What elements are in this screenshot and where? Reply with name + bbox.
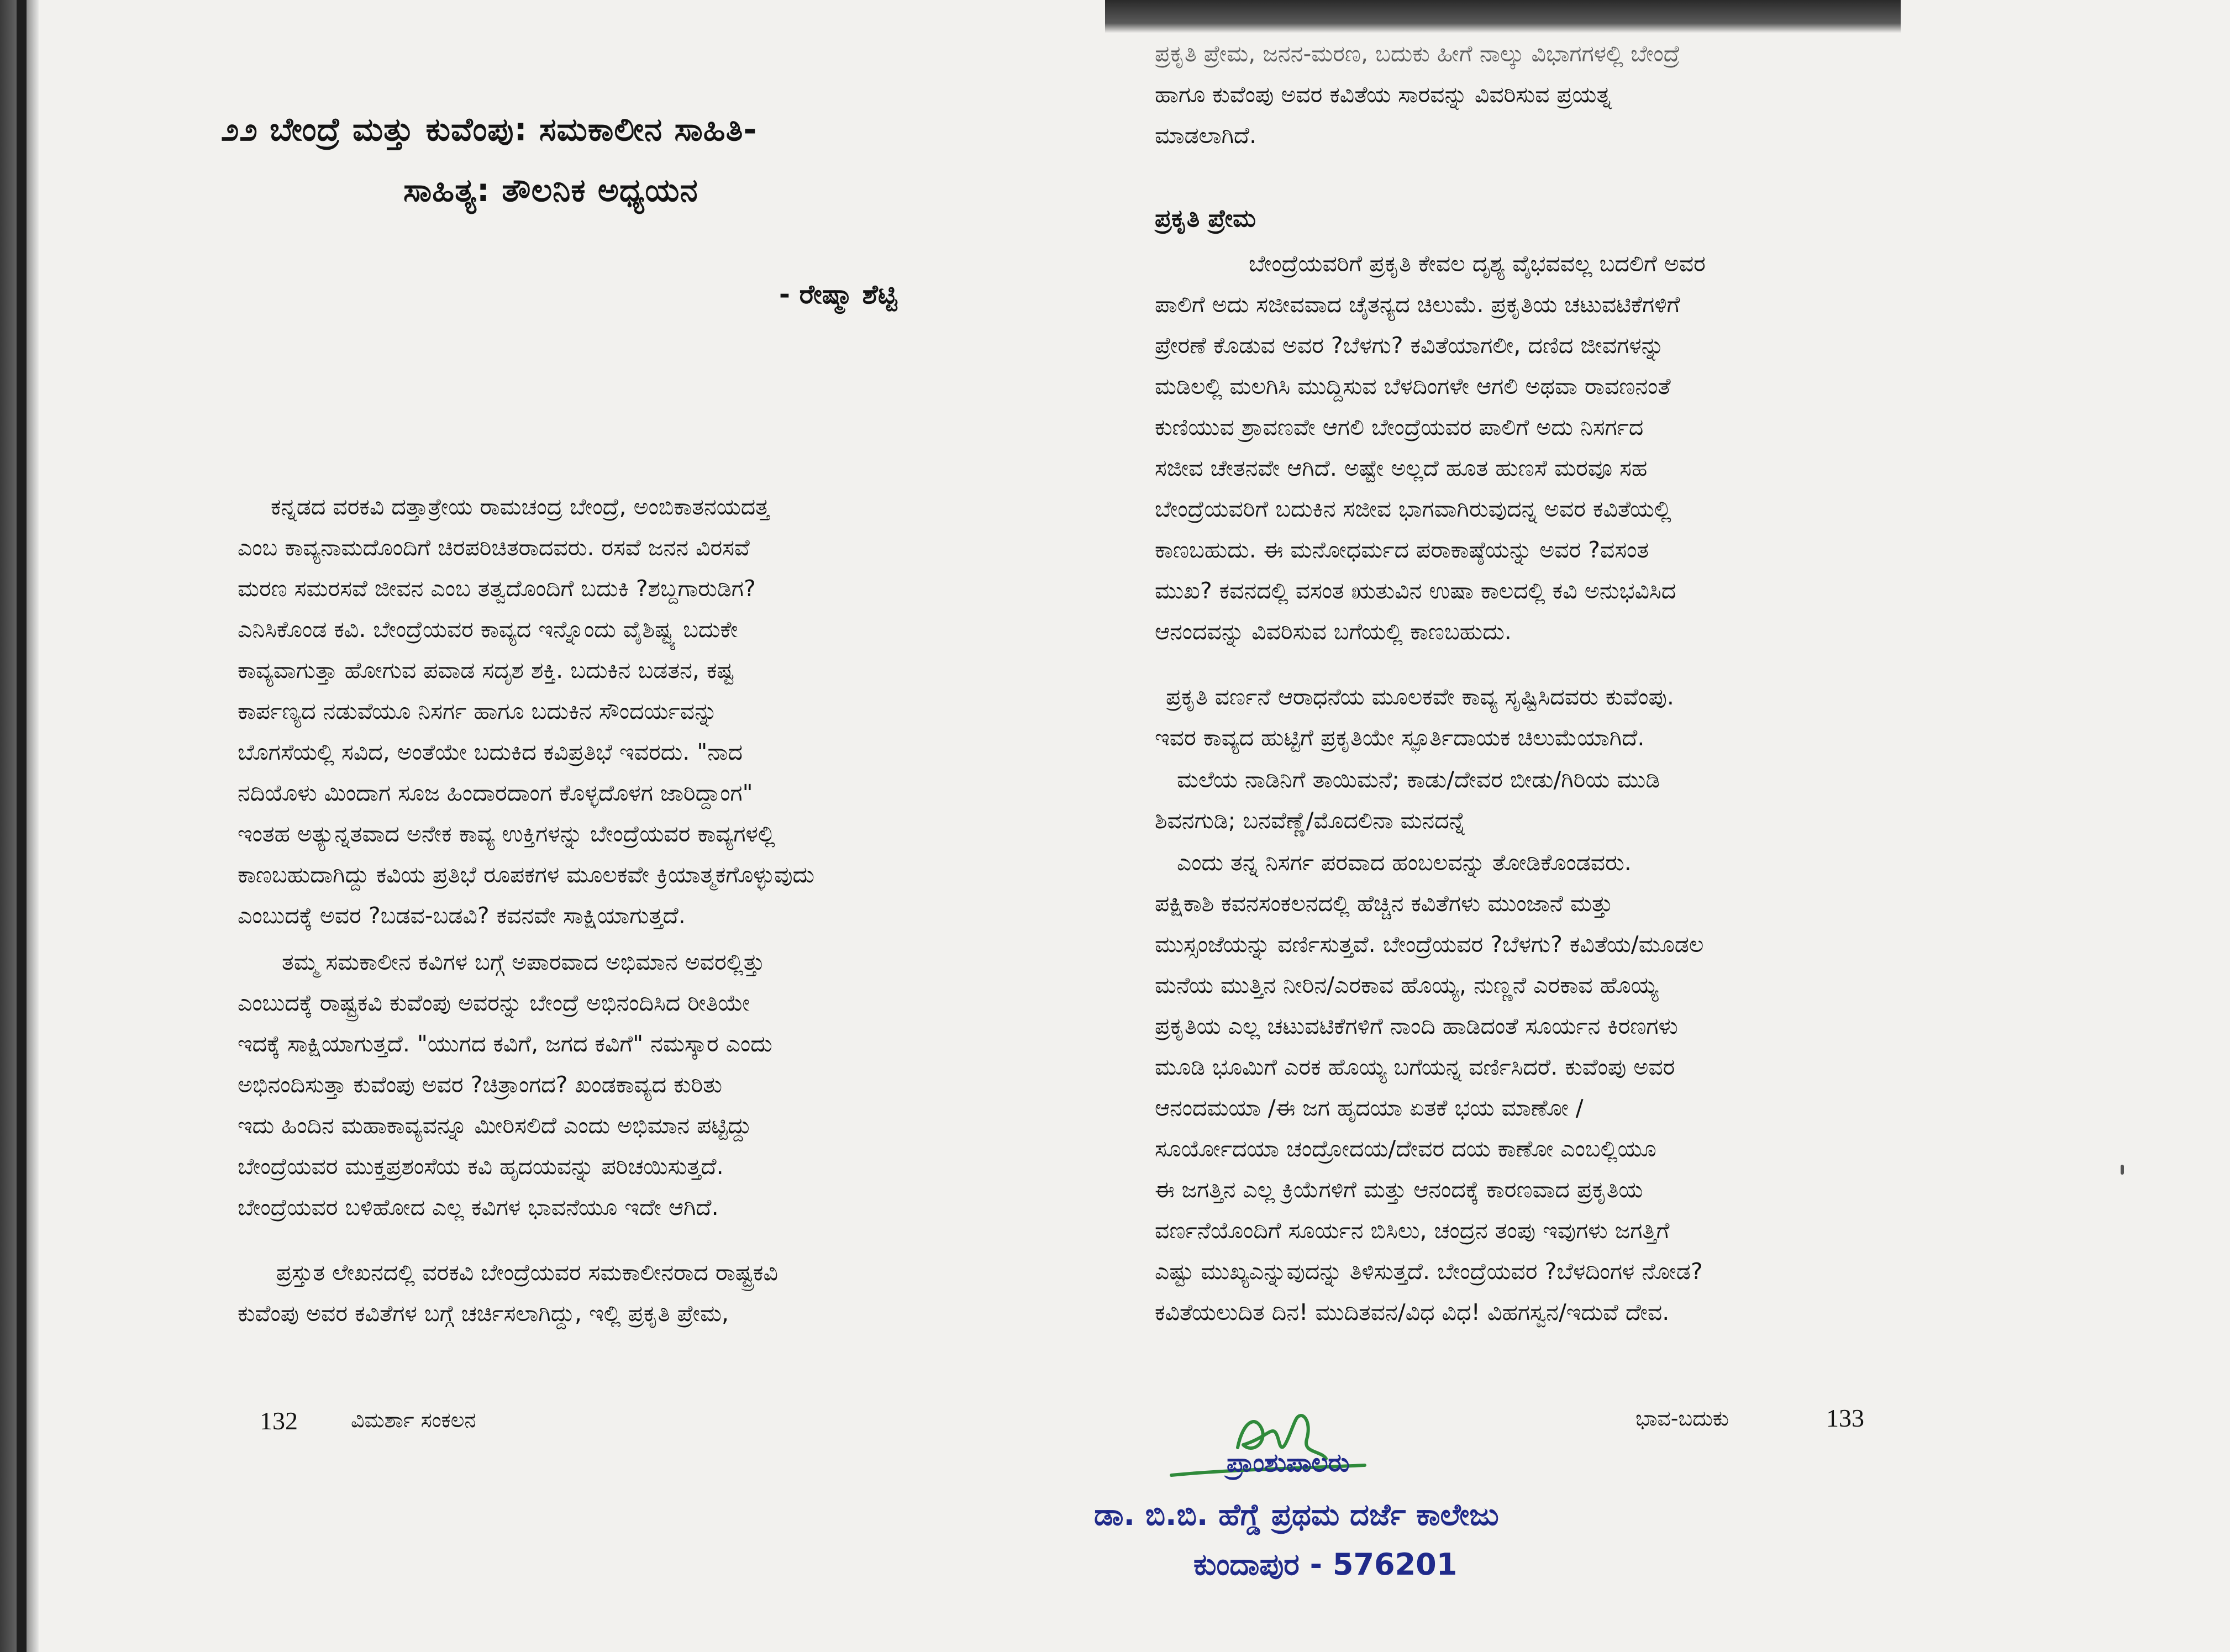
- article-title-line2: ಸಾಹಿತ್ಯ: ತೌಲನಿಕ ಅಧ್ಯಯನ: [403, 171, 698, 209]
- text-line: ಶಿವನಗುಡಿ; ಬನವೆಣ್ಣೆ/ಮೊದಲಿನಾ ಮನದನ್ನೆ: [1155, 807, 1466, 834]
- text-line: ಮಡಿಲಲ್ಲಿ ಮಲಗಿಸಿ ಮುದ್ದಿಸುವ ಬೆಳದಿಂಗಳೇ ಆಗಲಿ ಅಥವಾ ರಾವಣನಂತೆ: [1155, 373, 1671, 399]
- text-line: ಕಾಣಬಹುದಾಗಿದ್ದು ಕವಿಯ ಪ್ರತಿಭೆ ರೂಪಕಗಳ ಮೂಲಕವೇ ಕ್ರಿಯಾತ್ಮಕಗೊಳ್ಳುವುದು: [238, 861, 815, 888]
- text-line: ಪ್ರಸ್ತುತ ಲೇಖನದಲ್ಲಿ ವರಕವಿ ಬೇಂದ್ರೆಯವರ ಸಮಕಾಲೀನರಾದ ರಾಷ್ಟ್ರಕವಿ: [276, 1259, 778, 1286]
- text-line: ಪ್ರಕೃತಿ ಪ್ರೇಮ, ಜನನ-ಮರಣ, ಬದುಕು ಹೀಗೆ ನಾಲ್ಕು ವಿಭಾಗಗಳಲ್ಲಿ ಬೇಂದ್ರೆ: [1155, 40, 1680, 67]
- text-line: ಇದಕ್ಕೆ ಸಾಕ್ಷಿಯಾಗುತ್ತದೆ. "ಯುಗದ ಕವಿಗೆ, ಜಗದ ಕವಿಗೆ" ನಮಸ್ಕಾರ ಎಂದು: [238, 1030, 772, 1057]
- text-line: ಪಕ್ಷಿಕಾಶಿ ಕವನಸಂಕಲನದಲ್ಲಿ ಹೆಚ್ಚಿನ ಕವಿತೆಗಳು ಮುಂಜಾನೆ ಮತ್ತು: [1155, 890, 1613, 917]
- text-line: ವರ್ಣನೆಯೊಂದಿಗೆ ಸೂರ್ಯನ ಬಿಸಿಲು, ಚಂದ್ರನ ತಂಪು ಇವುಗಳು ಜಗತ್ತಿಗೆ: [1155, 1217, 1670, 1244]
- text-line: ಬೇಂದ್ರೆಯವರ ಮುಕ್ತಪ್ರಶಂಸೆಯ ಕವಿ ಹೃದಯವನ್ನು ಪರಿಚಯಿಸುತ್ತದೆ.: [238, 1153, 724, 1180]
- text-line: ಮನೆಯ ಮುತ್ತಿನ ನೀರಿನ/ಎರಕಾವ ಹೊಯ್ಯ, ನುಣ್ಣನೆ ಎರಕಾವ ಹೊಯ್ಯ: [1155, 972, 1659, 998]
- right-running-footer: ಭಾವ-ಬದುಕು: [1635, 1406, 1729, 1430]
- text-line: ಪ್ರೇರಣೆ ಕೊಡುವ ಅವರ ?ಬೆಳಗು? ಕವಿತೆಯಾಗಲೀ, ದಣಿದ ಜೀವಗಳನ್ನು: [1155, 332, 1664, 359]
- text-line: ಮುಖ? ಕವನದಲ್ಲಿ ವಸಂತ ಋತುವಿನ ಉಷಾ ಕಾಲದಲ್ಲಿ ಕವಿ ಅನುಭವಿಸಿದ: [1155, 577, 1676, 604]
- text-line: ಆನಂದವನ್ನು ವಿವರಿಸುವ ಬಗೆಯಲ್ಲಿ ಕಾಣಬಹುದು.: [1155, 618, 1512, 645]
- left-paragraph-3: [238, 1252, 997, 1334]
- text-line: ಮರಣ ಸಮರಸವೆ ಜೀವನ ಎಂಬ ತತ್ವದೊಂದಿಗೆ ಬದುಕಿ ?ಶಬ್ದಗಾರುಡಿಗ?: [238, 575, 756, 602]
- text-line: ಎಷ್ಟು ಮುಖ್ಯಎನ್ನುವುದನ್ನು ತಿಳಿಸುತ್ತದೆ. ಬೇಂದ್ರೆಯವರ ?ಬೆಳದಿಂಗಳ ನೋಡ?: [1155, 1258, 1703, 1285]
- scan-top-shadow: [1105, 0, 1901, 33]
- text-line: ಮಾಡಲಾಗಿದೆ.: [1155, 122, 1257, 149]
- stamp-role: ಪ್ರಾಂಶುಪಾಲರು: [1227, 1448, 1350, 1477]
- text-line: ಪಾಲಿಗೆ ಅದು ಸಜೀವವಾದ ಚೈತನ್ಯದ ಚಿಲುಮೆ. ಪ್ರಕೃತಿಯ ಚಟುವಟಿಕೆಗಳಿಗೆ: [1155, 291, 1680, 318]
- text-line: ಬೇಂದ್ರೆಯವರ ಬಳಿಹೋದ ಎಲ್ಲ ಕವಿಗಳ ಭಾವನೆಯೂ ಇದೇ ಆಗಿದೆ.: [238, 1194, 719, 1220]
- text-line: ಕುಣಿಯುವ ಶ್ರಾವಣವೇ ಆಗಲಿ ಬೇಂದ್ರೆಯವರ ಪಾಲಿಗೆ ಅದು ನಿಸರ್ಗದ: [1155, 414, 1644, 440]
- text-line: ಎಂಬುದಕ್ಕೆ ರಾಷ್ಟ್ರಕವಿ ಕುವೆಂಪು ಅವರನ್ನು ಬೇಂದ್ರೆ ಅಭಿನಂದಿಸಿದ ರೀತಿಯೇ: [238, 990, 750, 1016]
- text-line: ಅಭಿನಂದಿಸುತ್ತಾ ಕುವೆಂಪು ಅವರ ?ಚಿತ್ರಾಂಗದ? ಖಂಡಕಾವ್ಯದ ಕುರಿತು: [238, 1071, 723, 1098]
- text-line: ಕಾರ್ಪಣ್ಯದ ನಡುವೆಯೂ ನಿಸರ್ಗ ಹಾಗೂ ಬದುಕಿನ ಸೌಂದರ್ಯವನ್ನು: [238, 698, 718, 724]
- text-line: ಇಂತಹ ಅತ್ಯುನ್ನತವಾದ ಅನೇಕ ಕಾವ್ಯ ಉಕ್ತಿಗಳನ್ನು ಬೇಂದ್ರೆಯವರ ಕಾವ್ಯಗಳಲ್ಲಿ: [238, 820, 775, 847]
- text-line: ಈ ಜಗತ್ತಿನ ಎಲ್ಲ ಕ್ರಿಯೆಗಳಿಗೆ ಮತ್ತು ಆನಂದಕ್ಕೆ ಕಾರಣವಾದ ಪ್ರಕೃತಿಯ: [1155, 1176, 1643, 1203]
- text-line: ಇವರ ಕಾವ್ಯದ ಹುಟ್ಟಿಗೆ ಪ್ರಕೃತಿಯೇ ಸ್ಫೂರ್ತಿದಾಯಕ ಚಿಲುಮೆಯಾಗಿದೆ.: [1155, 724, 1645, 751]
- text-line: ತಮ್ಮ ಸಮಕಾಲೀನ ಕವಿಗಳ ಬಗ್ಗೆ ಅಪಾರವಾದ ಅಭಿಮಾನ ಅವರಲ್ಲಿತ್ತು: [282, 949, 765, 975]
- principal-stamp: [1094, 1398, 1647, 1597]
- book-binding-edge: [17, 0, 27, 1652]
- right-paragraph-2: [1155, 676, 1879, 758]
- scan-speck: [2121, 1165, 2124, 1175]
- text-line: ಎಂದು ತನ್ನ ನಿಸರ್ಗ ಪರವಾದ ಹಂಬಲವನ್ನು ತೋಡಿಕೊಂಡವರು.: [1177, 849, 1632, 876]
- text-line: ಕುವೆಂಪು ಅವರ ಕವಿತೆಗಳ ಬಗ್ಗೆ ಚರ್ಚಿಸಲಾಗಿದ್ದು, ಇಲ್ಲಿ ಪ್ರಕೃತಿ ಪ್ರೇಮ,: [238, 1300, 729, 1327]
- text-line: ಕಾಣಬಹುದು. ಈ ಮನೋಧರ್ಮದ ಪರಾಕಾಷ್ಠೆಯನ್ನು ಅವರ ?ವಸಂತ: [1155, 536, 1649, 563]
- text-line: ಕನ್ನಡದ ವರಕವಿ ದತ್ತಾತ್ರೇಯ ರಾಮಚಂದ್ರ ಬೇಂದ್ರೆ, ಅಂಬಿಕಾತನಯದತ್ತ: [271, 493, 770, 520]
- text-line: ಮಲೆಯ ನಾಡಿನಿಗೆ ತಾಯಿಮನೆ; ಕಾಡು/ದೇವರ ಬೀಡು/ಗಿರಿಯ ಮುಡಿ: [1177, 766, 1660, 793]
- section-heading: ಪ್ರಕೃತಿ ಪ್ರೇಮ: [1155, 204, 1256, 233]
- left-paragraph-2: [238, 941, 997, 1228]
- left-page-number: 132: [260, 1407, 298, 1435]
- text-line: ಎಂಬುದಕ್ಕೆ ಅವರ ?ಬಡವ-ಬಡವಿ? ಕವನವೇ ಸಾಕ್ಷಿಯಾಗುತ್ತದೆ.: [238, 902, 686, 929]
- poem-quote: [1155, 759, 1879, 841]
- left-running-footer: ವಿಮರ್ಶಾ ಸಂಕಲನ: [351, 1408, 476, 1432]
- text-line: ಪ್ರಕೃತಿಯ ಎಲ್ಲ ಚಟುವಟಿಕೆಗಳಿಗೆ ನಾಂದಿ ಹಾಡಿದಂತೆ ಸೂರ್ಯನ ಕಿರಣಗಳು: [1155, 1013, 1678, 1039]
- left-paragraph-1: [238, 486, 997, 936]
- text-line: ಹಾಗೂ ಕುವೆಂಪು ಅವರ ಕವಿತೆಯ ಸಾರವನ್ನು ವಿವರಿಸುವ ಪ್ರಯತ್ನ: [1155, 81, 1612, 108]
- text-line: ಆನಂದಮಯಾ /ಈ ಜಗ ಹೃದಯಾ ಏತಕೆ ಭಯ ಮಾಣೋ /: [1155, 1095, 1584, 1121]
- article-title-line1: ೨೨ ಬೇಂದ್ರೆ ಮತ್ತು ಕುವೆಂಪು: ಸಮಕಾಲೀನ ಸಾಹಿತಿ-: [221, 111, 758, 148]
- text-line: ಸೂರ್ಯೋದಯಾ ಚಂದ್ರೋದಯ/ದೇವರ ದಯ ಕಾಣೋ ಎಂಬಲ್ಲಿಯೂ: [1155, 1135, 1656, 1162]
- text-line: ಇದು ಹಿಂದಿನ ಮಹಾಕಾವ್ಯವನ್ನೂ ಮೀರಿಸಲಿದೆ ಎಂದು ಅಭಿಮಾನ ಪಟ್ಟಿದ್ದು: [238, 1112, 752, 1139]
- text-line: ಮೂಡಿ ಭೂಮಿಗೆ ಎರಕ ಹೊಯ್ಯ ಬಗೆಯನ್ನ ವರ್ಣಿಸಿದರೆ. ಕುವೆಂಪು ಅವರ: [1155, 1054, 1675, 1080]
- right-top-continuation: [1155, 33, 1879, 156]
- text-line: ಕಾವ್ಯವಾಗುತ್ತಾ ಹೋಗುವ ಪವಾಡ ಸದೃಶ ಶಕ್ತಿ. ಬದುಕಿನ ಬಡತನ, ಕಷ್ಟ: [238, 657, 734, 683]
- text-line: ಬೊಗಸೆಯಲ್ಲಿ ಸವಿದ, ಅಂತೆಯೇ ಬದುಕಿದ ಕವಿಪ್ರತಿಭೆ ಇವರದು. "ನಾದ: [238, 739, 743, 765]
- stamp-place: ಕುಂದಾಪುರ - 576201: [1193, 1547, 1458, 1582]
- text-line: ಕವಿತೆಯಲುದಿತ ದಿನ! ಮುದಿತವನ/ವಿಧ ವಿಧ! ವಿಹಗಸ್ವನ/ಇದುವೆ ದೇವ.: [1155, 1299, 1670, 1325]
- right-paragraph-1: [1155, 243, 1879, 652]
- right-paragraph-3: [1155, 842, 1879, 1333]
- text-line: ಪ್ರಕೃತಿ ವರ್ಣನೆ ಆರಾಧನೆಯ ಮೂಲಕವೇ ಕಾವ್ಯ ಸೃಷ್ಟಿಸಿದವರು ಕುವೆಂಪು.: [1166, 683, 1674, 710]
- text-line: ಎನಿಸಿಕೊಂಡ ಕವಿ. ಬೇಂದ್ರೆಯವರ ಕಾವ್ಯದ ಇನ್ನೊಂದು ವೈಶಿಷ್ಟ್ಯ ಬದುಕೇ: [238, 616, 738, 643]
- article-author: - ರೇಷ್ಮಾ ಶೆಟ್ಟಿ: [779, 279, 897, 310]
- stamp-college-name: ಡಾ. ಬಿ.ಬಿ. ಹೆಗ್ಡೆ ಪ್ರಥಮ ದರ್ಜೆ ಕಾಲೇಜು: [1094, 1497, 1499, 1532]
- text-line: ನದಿಯೊಳು ಮಿಂದಾಗ ಸೂಜ ಹಿಂದಾರದಾಂಗ ಕೊಳ್ಳದೊಳಗ ಜಾರಿದ್ದಾಂಗ": [238, 780, 753, 806]
- text-line: ಬೇಂದ್ರೆಯವರಿಗೆ ಬದುಕಿನ ಸಜೀವ ಭಾಗವಾಗಿರುವುದನ್ನ ಅವರ ಕವಿತೆಯಲ್ಲಿ: [1155, 496, 1671, 522]
- text-line: ಸಜೀವ ಚೇತನವೇ ಆಗಿದೆ. ಅಷ್ಟೇ ಅಲ್ಲದೆ ಹೂತ ಹುಣಸೆ ಮರವೂ ಸಹ: [1155, 455, 1648, 481]
- text-line: ಎಂಬ ಕಾವ್ಯನಾಮದೊಂದಿಗೆ ಚಿರಪರಿಚಿತರಾದವರು. ರಸವೆ ಜನನ ವಿರಸವೆ: [238, 534, 750, 561]
- text-line: ಮುಸ್ಸಂಜೆಯನ್ನು ವರ್ಣಿಸುತ್ತವೆ. ಬೇಂದ್ರೆಯವರ ?ಬೆಳಗು? ಕವಿತೆಯ/ಮೂಡಲ: [1155, 931, 1704, 957]
- right-page-number: 133: [1826, 1404, 1864, 1432]
- text-line: ಬೇಂದ್ರೆಯವರಿಗೆ ಪ್ರಕೃತಿ ಕೇವಲ ದೃಶ್ಯ ವೈಭವವಲ್ಲ ಬದಲಿಗೆ ಅವರ: [1249, 250, 1706, 277]
